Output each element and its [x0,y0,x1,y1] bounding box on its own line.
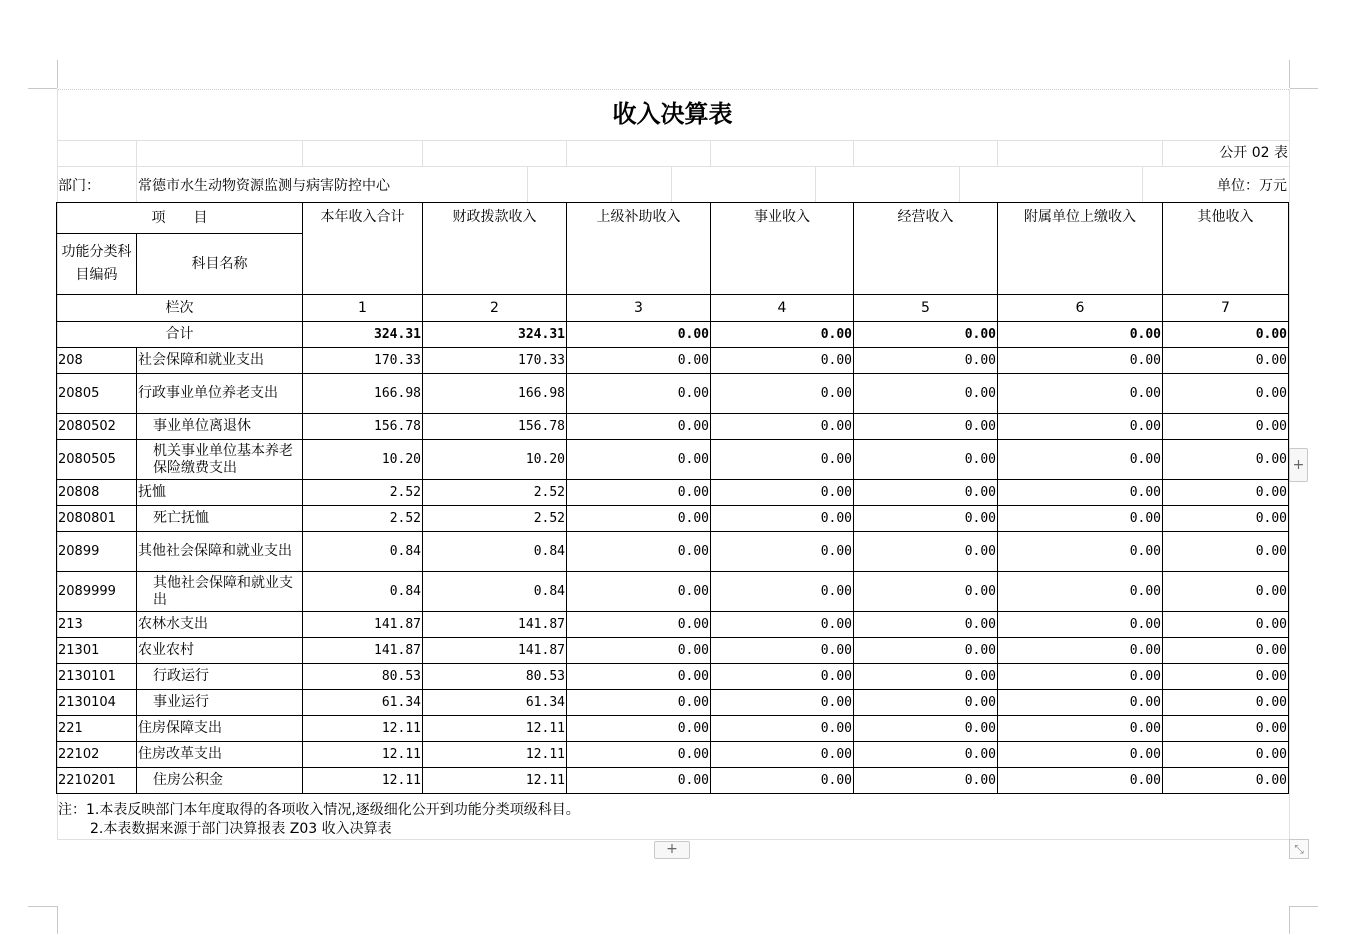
function-code-cell[interactable]: 221 [57,716,137,742]
amount-cell[interactable]: 0.00 [854,742,998,768]
amount-cell[interactable]: 0.00 [711,532,854,572]
amount-cell[interactable]: 0.00 [854,690,998,716]
column-index[interactable]: 5 [854,295,998,322]
amount-cell[interactable]: 0.00 [1163,690,1289,716]
sheet-gridline [997,140,998,166]
department-name: 常德市水生动物资源监测与病害防控中心 [138,178,390,194]
amount-cell[interactable]: 0.00 [711,690,854,716]
column-index[interactable]: 6 [998,295,1163,322]
amount-cell[interactable]: 61.34 [303,690,423,716]
table-row [57,480,1289,506]
amount-cell[interactable]: 0.84 [423,532,567,572]
function-code-cell[interactable]: 213 [57,612,137,638]
total-cell[interactable]: 0.00 [711,322,854,348]
amount-cell[interactable]: 0.00 [1163,572,1289,612]
total-row [57,322,1289,348]
amount-cell[interactable]: 0.00 [567,480,711,506]
sheet-gridline [136,140,137,202]
crop-mark [28,88,57,89]
amount-cell[interactable]: 12.11 [303,742,423,768]
function-code-cell[interactable]: 2080502 [57,414,137,440]
data-rows [57,348,1289,794]
subject-name-cell[interactable]: 住房保障支出 [137,716,303,742]
crop-mark [1290,88,1318,89]
amount-cell[interactable]: 2.52 [303,506,423,532]
amount-cell[interactable]: 0.84 [303,572,423,612]
table-row [57,664,1289,690]
amount-cell[interactable]: 170.33 [303,348,423,374]
subject-name-cell[interactable]: 住房改革支出 [137,742,303,768]
add-column-button[interactable]: + [1289,448,1308,482]
crop-mark [1289,906,1290,934]
amount-cell[interactable]: 0.00 [711,716,854,742]
amount-cell[interactable]: 80.53 [423,664,567,690]
income-table [56,202,1289,794]
subject-name-cell[interactable]: 农林水支出 [137,612,303,638]
subject-name-cell[interactable]: 行政事业单位养老支出 [137,374,303,414]
amount-cell[interactable]: 0.00 [854,572,998,612]
amount-cell[interactable]: 0.00 [1163,638,1289,664]
amount-cell[interactable]: 0.00 [1163,742,1289,768]
note-1: 注：1.本表反映部门本年度取得的各项收入情况,逐级细化公开到功能分类项级科目。 [58,802,580,818]
amount-cell[interactable]: 0.00 [567,742,711,768]
column-index[interactable]: 1 [303,295,423,322]
amount-cell[interactable]: 0.00 [711,348,854,374]
function-code-cell[interactable]: 2080801 [57,506,137,532]
column-index-label[interactable]: 栏次 [57,295,303,322]
header-item[interactable]: 项 目 [57,203,303,234]
amount-cell[interactable]: 0.00 [711,768,854,794]
amount-cell[interactable]: 0.00 [1163,440,1289,480]
amount-cell[interactable]: 156.78 [303,414,423,440]
total-cell[interactable]: 0.00 [998,322,1163,348]
amount-cell[interactable]: 0.00 [998,664,1163,690]
amount-cell[interactable]: 0.00 [711,440,854,480]
amount-cell[interactable]: 12.11 [303,768,423,794]
amount-cell[interactable]: 0.00 [1163,612,1289,638]
amount-cell[interactable]: 170.33 [423,348,567,374]
amount-cell[interactable]: 0.00 [1163,664,1289,690]
amount-cell[interactable]: 141.87 [303,638,423,664]
amount-cell[interactable]: 0.00 [1163,716,1289,742]
subject-name-cell[interactable]: 其他社会保障和就业支出 [137,572,303,612]
function-code-cell[interactable]: 2130101 [57,664,137,690]
sheet-gridline [57,89,1289,90]
amount-cell[interactable]: 156.78 [423,414,567,440]
crop-mark [28,906,57,907]
total-cell[interactable]: 0.00 [567,322,711,348]
amount-cell[interactable]: 0.00 [567,532,711,572]
column-index[interactable]: 4 [711,295,854,322]
table-row [57,414,1289,440]
sheet-gridline [57,140,1289,141]
amount-cell[interactable]: 0.00 [1163,414,1289,440]
function-code-cell[interactable]: 21301 [57,638,137,664]
subject-name-cell[interactable]: 事业运行 [137,690,303,716]
amount-cell[interactable]: 0.00 [854,506,998,532]
amount-cell[interactable]: 0.00 [1163,374,1289,414]
table-row [57,572,1289,612]
amount-cell[interactable]: 0.00 [567,374,711,414]
header-fiscal[interactable]: 财政拨款收入 [423,203,567,295]
sheet-gridline [815,166,816,202]
table-row [57,638,1289,664]
sheet-gridline [527,166,528,202]
amount-cell[interactable]: 0.00 [998,612,1163,638]
amount-cell[interactable]: 0.00 [998,348,1163,374]
table-row [57,690,1289,716]
header-total[interactable]: 本年收入合计 [303,203,423,295]
subject-name-cell[interactable]: 抚恤 [137,480,303,506]
crop-mark [1290,906,1318,907]
page-title: 收入决算表 [612,99,733,128]
unit-label: 单位：万元 [1217,178,1287,194]
function-code-cell[interactable]: 22102 [57,742,137,768]
amount-cell[interactable]: 0.00 [998,572,1163,612]
amount-cell[interactable]: 0.00 [854,532,998,572]
sheet-gridline [57,166,1289,167]
subject-name-cell[interactable]: 死亡抚恤 [137,506,303,532]
amount-cell[interactable]: 141.87 [423,612,567,638]
header-business[interactable]: 事业收入 [711,203,854,295]
amount-cell[interactable]: 0.00 [567,690,711,716]
sheet-gridline [710,140,711,166]
header-superior[interactable]: 上级补助收入 [567,203,711,295]
header-operating[interactable]: 经营收入 [854,203,998,295]
amount-cell[interactable]: 80.53 [303,664,423,690]
amount-cell[interactable]: 0.00 [998,532,1163,572]
amount-cell[interactable]: 0.00 [998,768,1163,794]
amount-cell[interactable]: 141.87 [303,612,423,638]
amount-cell[interactable]: 0.00 [854,374,998,414]
sheet-gridline [302,140,303,166]
table-row [57,506,1289,532]
crop-mark [1289,60,1290,88]
amount-cell[interactable]: 10.20 [423,440,567,480]
total-cell[interactable]: 324.31 [423,322,567,348]
subject-name-cell[interactable]: 社会保障和就业支出 [137,348,303,374]
amount-cell[interactable]: 0.00 [1163,480,1289,506]
total-label[interactable]: 合计 [57,322,303,348]
amount-cell[interactable]: 166.98 [423,374,567,414]
sheet-gridline [566,140,567,166]
amount-cell[interactable]: 0.00 [711,480,854,506]
sheet-gridline [422,140,423,166]
column-index[interactable]: 3 [567,295,711,322]
amount-cell[interactable]: 0.00 [711,742,854,768]
amount-cell[interactable]: 0.00 [1163,532,1289,572]
amount-cell[interactable]: 0.00 [998,690,1163,716]
resize-handle-icon[interactable]: ⤡ [1289,839,1309,859]
table-row [57,374,1289,414]
header-other[interactable]: 其他收入 [1163,203,1289,295]
sheet-gridline [671,166,672,202]
amount-cell[interactable]: 12.11 [423,768,567,794]
header-code[interactable]: 功能分类科目编码 [57,234,137,295]
function-code-cell[interactable]: 20899 [57,532,137,572]
function-code-cell[interactable]: 208 [57,348,137,374]
sheet-gridline [959,166,960,202]
crop-mark [57,60,58,88]
amount-cell[interactable]: 0.00 [854,664,998,690]
sheet-gridline [853,140,854,166]
amount-cell[interactable]: 0.00 [711,374,854,414]
table-row [57,348,1289,374]
amount-cell[interactable]: 0.00 [998,638,1163,664]
amount-cell[interactable]: 0.00 [567,506,711,532]
sheet-gridline [1142,166,1143,202]
subject-name-cell[interactable]: 其他社会保障和就业支出 [137,532,303,572]
function-code-cell[interactable]: 2210201 [57,768,137,794]
function-code-cell[interactable]: 20805 [57,374,137,414]
crop-mark [57,906,58,934]
total-cell[interactable]: 0.00 [1163,322,1289,348]
amount-cell[interactable]: 2.52 [423,506,567,532]
amount-cell[interactable]: 0.00 [854,716,998,742]
table-row [57,768,1289,794]
table-row [57,742,1289,768]
amount-cell[interactable]: 0.00 [567,572,711,612]
amount-cell[interactable]: 0.00 [998,480,1163,506]
table-row [57,716,1289,742]
subject-name-cell[interactable]: 行政运行 [137,664,303,690]
amount-cell[interactable]: 0.84 [423,572,567,612]
amount-cell[interactable]: 0.00 [711,664,854,690]
amount-cell[interactable]: 141.87 [423,638,567,664]
amount-cell[interactable]: 0.00 [854,768,998,794]
amount-cell[interactable]: 12.11 [423,716,567,742]
subject-name-cell[interactable]: 农业农村 [137,638,303,664]
sheet-code: 公开 02 表 [1219,145,1288,161]
amount-cell[interactable]: 0.00 [998,506,1163,532]
amount-cell[interactable]: 0.00 [854,440,998,480]
amount-cell[interactable]: 0.00 [567,440,711,480]
amount-cell[interactable]: 0.00 [998,440,1163,480]
amount-cell[interactable]: 0.00 [567,664,711,690]
amount-cell[interactable]: 2.52 [423,480,567,506]
header-affiliated[interactable]: 附属单位上缴收入 [998,203,1163,295]
amount-cell[interactable]: 0.00 [567,768,711,794]
function-code-cell[interactable]: 2080505 [57,440,137,480]
notes [58,801,580,839]
amount-cell[interactable]: 10.20 [303,440,423,480]
table-row [57,532,1289,572]
function-code-cell[interactable]: 2089999 [57,572,137,612]
sheet-gridline [1162,140,1163,166]
total-cell[interactable]: 324.31 [303,322,423,348]
amount-cell[interactable]: 0.00 [567,348,711,374]
amount-cell[interactable]: 0.00 [567,638,711,664]
column-index[interactable]: 7 [1163,295,1289,322]
amount-cell[interactable]: 0.00 [711,572,854,612]
amount-cell[interactable]: 166.98 [303,374,423,414]
amount-cell[interactable]: 0.00 [567,612,711,638]
subject-name-cell[interactable]: 住房公积金 [137,768,303,794]
amount-cell[interactable]: 0.00 [1163,506,1289,532]
amount-cell[interactable]: 0.00 [854,414,998,440]
amount-cell[interactable]: 0.84 [303,532,423,572]
amount-cell[interactable]: 0.00 [998,716,1163,742]
amount-cell[interactable]: 2.52 [303,480,423,506]
subject-name-cell[interactable]: 事业单位离退休 [137,414,303,440]
amount-cell[interactable]: 0.00 [711,638,854,664]
amount-cell[interactable]: 61.34 [423,690,567,716]
sheet-gridline [57,839,1289,840]
amount-cell[interactable]: 0.00 [854,638,998,664]
department-label: 部门： [58,178,100,194]
amount-cell[interactable]: 0.00 [998,414,1163,440]
total-cell[interactable]: 0.00 [854,322,998,348]
add-row-button[interactable]: + [654,841,690,859]
header-name[interactable]: 科目名称 [137,234,303,295]
amount-cell[interactable]: 0.00 [711,506,854,532]
amount-cell[interactable]: 12.11 [303,716,423,742]
function-code-cell[interactable]: 20808 [57,480,137,506]
table-row [57,440,1289,480]
amount-cell[interactable]: 0.00 [1163,768,1289,794]
amount-cell[interactable]: 0.00 [854,348,998,374]
amount-cell[interactable]: 0.00 [567,716,711,742]
amount-cell[interactable]: 0.00 [567,414,711,440]
subject-name-cell[interactable]: 机关事业单位基本养老保险缴费支出 [137,440,303,480]
amount-cell[interactable]: 0.00 [854,480,998,506]
amount-cell[interactable]: 0.00 [998,742,1163,768]
function-code-cell[interactable]: 2130104 [57,690,137,716]
amount-cell[interactable]: 0.00 [711,612,854,638]
amount-cell[interactable]: 12.11 [423,742,567,768]
amount-cell[interactable]: 0.00 [711,414,854,440]
amount-cell[interactable]: 0.00 [1163,348,1289,374]
note-2: 2.本表数据来源于部门决算报表 Z03 收入决算表 [90,821,392,837]
amount-cell[interactable]: 0.00 [854,612,998,638]
amount-cell[interactable]: 0.00 [998,374,1163,414]
table-row [57,612,1289,638]
column-index[interactable]: 2 [423,295,567,322]
